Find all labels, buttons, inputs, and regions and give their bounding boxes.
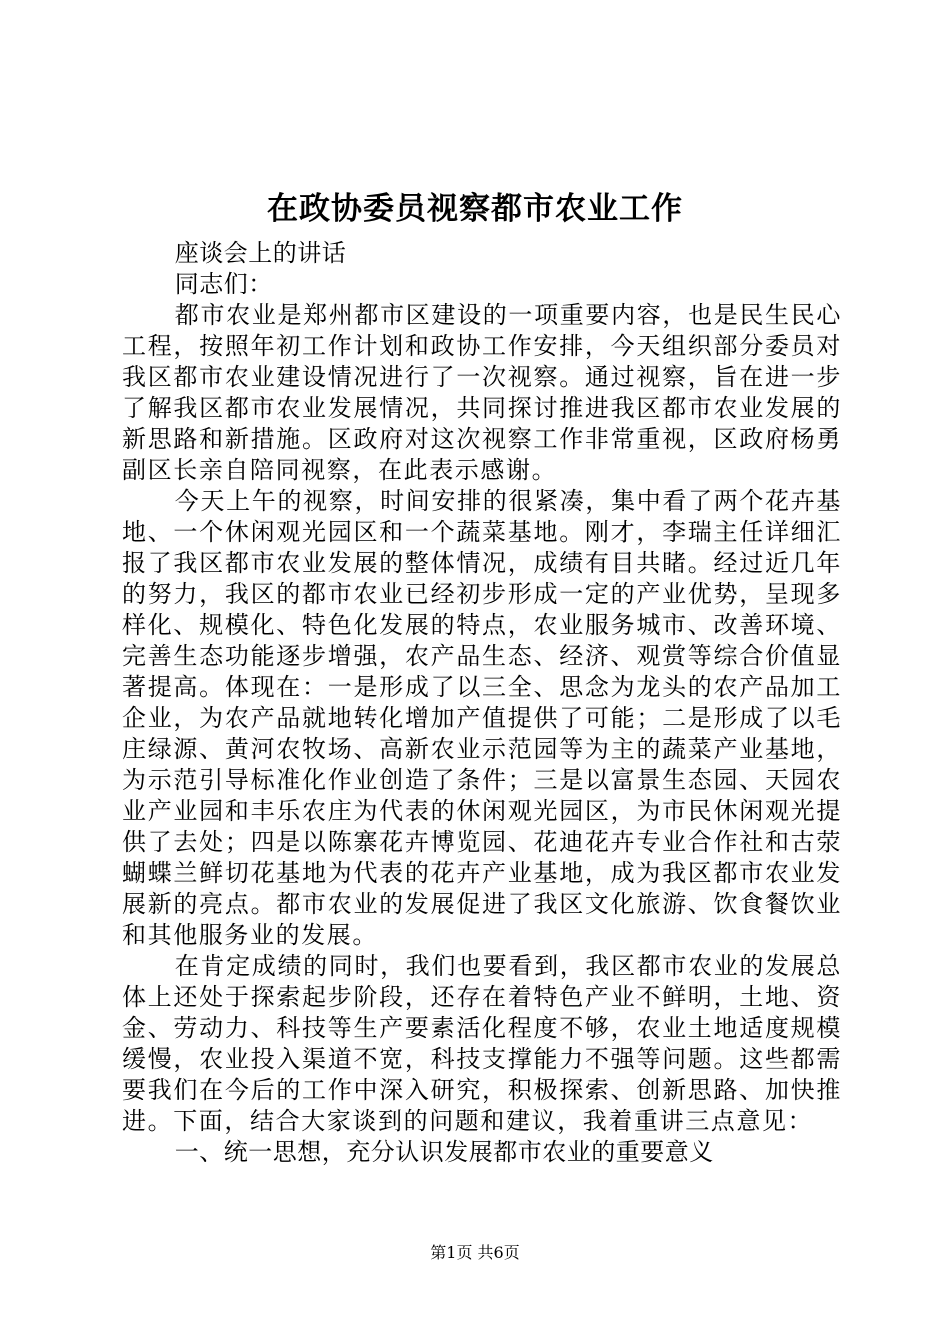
- page-number: 第1页 共6页: [430, 1243, 520, 1262]
- document-body: [122, 238, 842, 1168]
- paragraph-problems: 在肯定成绩的同时，我们也要看到，我区都市农业的发展总体上还处于探索起步阶段，还存在着特色产业不鲜明，土地、资金、劳动力、科技等生产要素活化程度不够，农业土地适度规模缓慢，农业投入渠道不宽，科技支撑能力不强等问题。这些都需要我们在今后的工作中深入研究，积极探索、创新思路、加快推进。下面，结合大家谈到的问题和建议，我着重讲三点意见：: [122, 952, 842, 1135]
- paragraph-intro: 都市农业是郑州都市区建设的一项重要内容，也是民生民心工程，按照年初工作计划和政协工作安排，今天组织部分委员对我区都市农业建设情况进行了一次视察。通过视察，旨在进一步了解我区都市农业发展情况，共同探讨推进我区都市农业发展的新思路和新措施。区政府对这次视察工作非常重视，区政府杨勇副区长亲自陪同视察，在此表示感谢。: [122, 301, 842, 484]
- document-title: 在政协委员视察都市农业工作: [267, 191, 683, 227]
- subtitle-line: 座谈会上的讲话: [174, 239, 347, 267]
- section-heading-1: 一、统一思想，充分认识发展都市农业的重要意义: [174, 1138, 714, 1166]
- salutation: 同志们：: [174, 270, 273, 298]
- paragraph-achievements: 今天上午的视察，时间安排的很紧凑，集中看了两个花卉基地、一个休闲观光园区和一个蔬菜基地。刚才，李瑞主任详细汇报了我区都市农业发展的整体情况，成绩有目共睹。经过近几年的努力，我区的都市农业已经初步形成一定的产业优势，呈现多样化、规模化、特色化发展的特点，农业服务城市、改善环境、完善生态功能逐步增强，农产品生态、经济、观赏等综合价值显著提高。体现在：一是形成了以三全、思念为龙头的农产品加工企业，为农产品就地转化增加产值提供了可能；二是形成了以毛庄绿源、黄河农牧场、高新农业示范园等为主的蔬菜产业基地，为示范引导标准化作业创造了条件；三是以富景生态园、天园农业产业园和丰乐农庄为代表的休闲观光园区，为市民休闲观光提供了去处；四是以陈寨花卉博览园、花迪花卉专业合作社和古荥蝴蝶兰鲜切花基地为代表的花卉产业基地，成为我区都市农业发展新的亮点。都市农业的发展促进了我区文化旅游、饮食餐饮业和其他服务业的发展。: [122, 487, 842, 949]
